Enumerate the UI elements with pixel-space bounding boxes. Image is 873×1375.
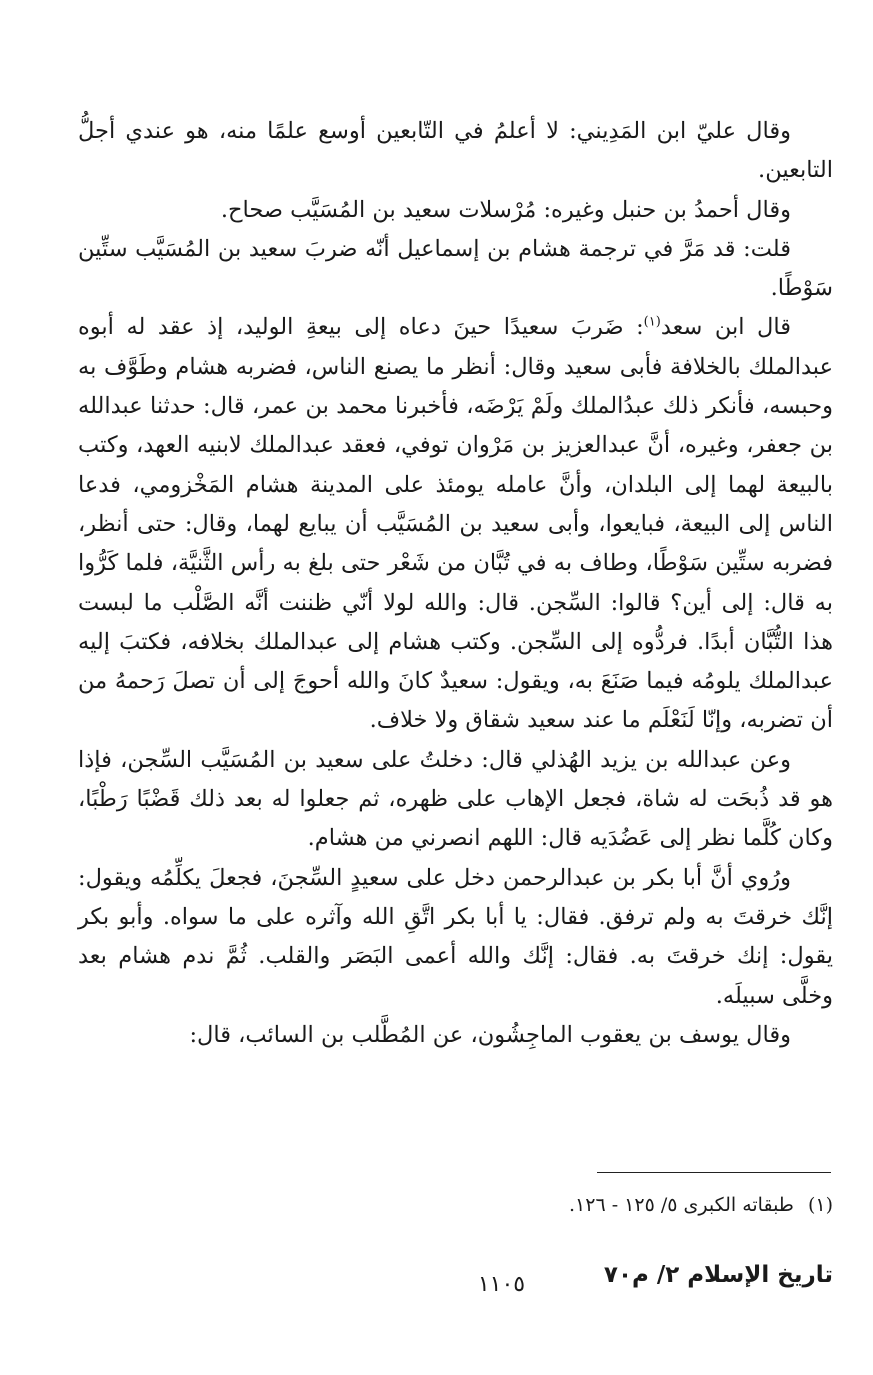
footnote-reference: (١) — [643, 314, 661, 330]
paragraph-ahmad: وقال أحمدُ بن حنبل وغيره: مُرْسلات سعيد بن المُسَيَّب صحاح. — [220, 196, 791, 223]
ibn-saad-rest: : ضَربَ سعيدًا حينَ دعاه إلى بيعةِ الوليد، إذ عقد له أبوه عبدالملك بالخلافة فأبى سعيد وقال: أنظر ما يصنع الناس، — [78, 314, 834, 380]
page-footer — [40, 1262, 833, 1306]
footnote — [78, 1190, 833, 1220]
main-text — [78, 112, 833, 1055]
paragraph-qultu: قلت: قد مَرَّ في ترجمة هشام بن إسماعيل أنّه ضربَ سعيد بن المُسَيَّب ستِّين سَوْطًا. — [78, 235, 833, 302]
paragraph-ibn-saad — [78, 308, 833, 740]
footnote-divider — [597, 1172, 831, 1173]
footnote-text: طبقاته الكبرى ٥/ ١٢٥ - ١٢٦. — [569, 1194, 794, 1216]
paragraph-hudhali: وعن عبدالله بن يزيد الهُذلي قال: دخلتُ على سعيد بن المُسَيَّب السِّجن، فإذا هو قد ذُبحَت له شاة، فجعل الإهاب على ظهره، ثم جعلوا له بعد ذلك قَضْبًا رَطْبًا، وكان كُلَّما نظر إلى عَضُدَيه قال: اللهم انصرني من هشام. — [78, 746, 833, 852]
ibn-saad-lead: قال ابن سعد — [660, 314, 792, 341]
ibn-saad-continuation: فضربه هشام وطَوَّف به وحبسه، فأنكر ذلك عبدُالملك ولَمْ يَرْضَه، فأخبرنا محمد بن عمر، قال: حدثنا عبدالله بن جعفر، وغيره، أنَّ عبدالعزيز بن مَرْوان توفي، فعقد عبدالملك لابنيه العهد، وكتب بالبيعة لهما إلى البلدان، وأنَّ عامله يومئذ على المدينة هشام المَخْزومي، فدعا الناس إلى البيعة، فبايعوا، وأبى سعيد بن المُسَيَّب أن يبايع لهما، وقال: حتى أنظر، فضربه ستِّين سَوْطًا، وطاف به في تُبَّان من شَعْر حتى بلغ به رأس الثَّنيَّة، فلما كَرُّوا به قال: إلى أين؟ قالوا: السِّجن. قال: والله لولا أنّي ظننت أنَّه الصَّلْب ما لبست هذا التُّبَّان أبدًا. فردُّوه إلى السِّجن. وكتب هشام إلى عبدالملك بخلافه، فكتبَ إليه عبدالملك يلومُه فيما صَنَعَ به، ويقول: سعيدٌ كانَ والله أحوجَ إلى أن تصلَ رَحمهُ من أن تضربه، وإنّا لَنَعْلَم ما عند سعيد شقاق ولا خلاف. — [78, 353, 833, 734]
page-number: ١١٠٥ — [477, 1272, 526, 1297]
paragraph-abu-bakr: ورُوي أنَّ أبا بكر بن عبدالرحمن دخل على سعيدٍ السِّجنَ، فجعلَ يكلِّمُه ويقول: إنَّك خرقتَ به ولم ترفق. فقال: يا أبا بكر اتَّقِ الله وآثره على ما سواه. وأبو بكر يقول: إنك خرقتَ به. فقال: إنَّك والله أعمى البَصَر والقلب. ثُمَّ ندم هشام بعد وخلَّى سبيلَه. — [78, 864, 833, 1009]
printer-signature: تاريخ الإسلام ٢/ م٧٠ — [603, 1262, 833, 1288]
paragraph-ibn-almadini: وقال عليّ ابن المَدِيني: لا أعلمُ في التّابعين أوسع علمًا منه، هو عندي أجلُّ التابعين. — [78, 118, 833, 184]
footnote-number: (١) — [807, 1194, 833, 1216]
paragraph-yusuf: وقال يوسف بن يعقوب الماجِشُون، عن المُطَّلب بن السائب، قال: — [189, 1021, 791, 1048]
